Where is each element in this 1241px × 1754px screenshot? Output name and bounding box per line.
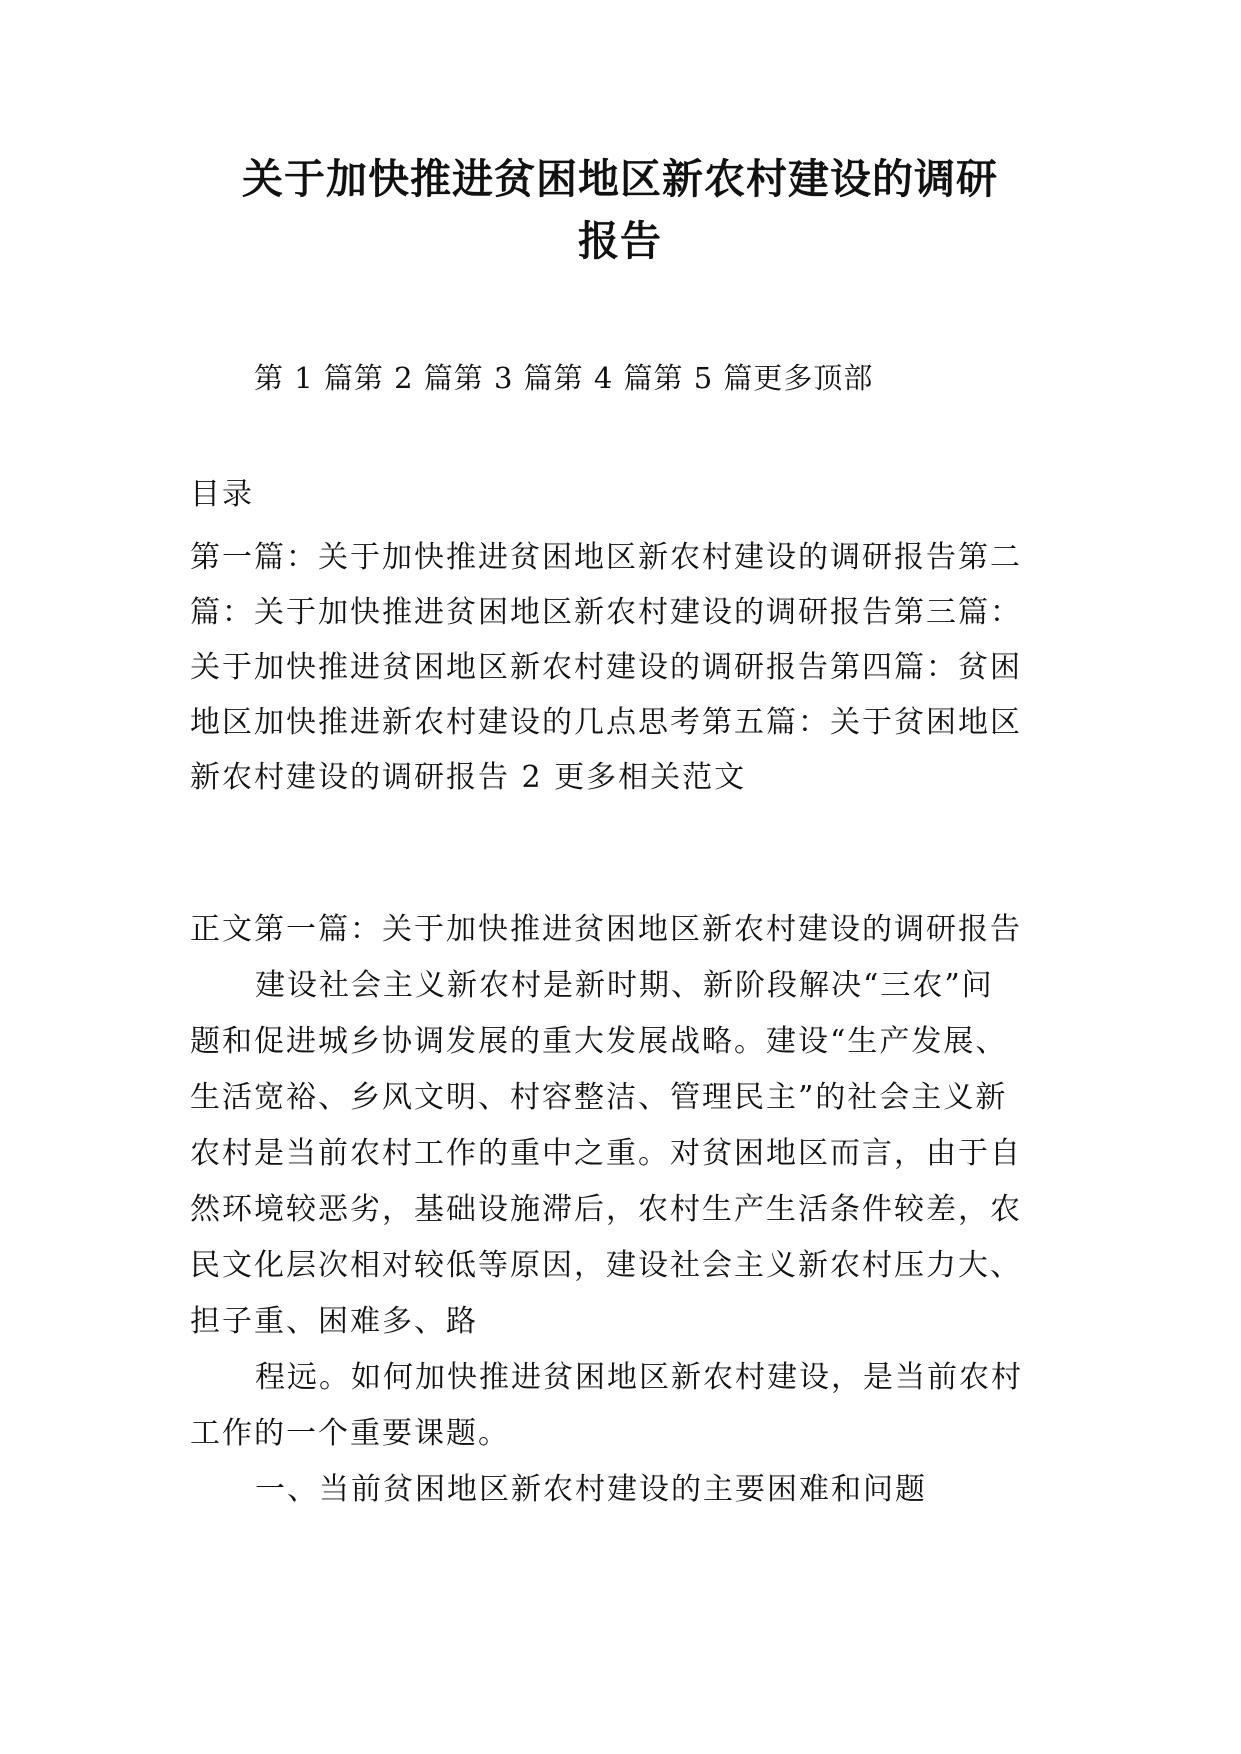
document-title — [180, 148, 1060, 272]
paragraph-line: 题和促进城乡协调发展的重大发展战略。建设“生产发展、 — [190, 1024, 1008, 1059]
paragraph-line: 生活宽裕、乡风文明、村容整洁、管理民主”的社会主义新 — [190, 1080, 1008, 1115]
toc-heading: 目录 — [190, 477, 254, 512]
title-line-2: 报告 — [578, 217, 662, 265]
paragraph-line: 工作的一个重要课题。 — [190, 1416, 510, 1451]
chapter-navigation[interactable]: 第 1 篇第 2 篇第 3 篇第 4 篇第 5 篇更多顶部 — [254, 361, 874, 395]
paragraph-line: 担子重、困难多、路 — [190, 1304, 478, 1339]
toc-line: 地区加快推进新农村建设的几点思考第五篇：关于贫困地区 — [190, 705, 1022, 740]
body-text — [190, 902, 1070, 1518]
subsection-heading: 一、当前贫困地区新农村建设的主要困难和问题 — [255, 1472, 927, 1507]
toc-line: 第一篇：关于加快推进贫困地区新农村建设的调研报告第二 — [190, 540, 1022, 575]
toc-line: 篇：关于加快推进贫困地区新农村建设的调研报告第三篇： — [190, 595, 1022, 630]
paragraph-line: 民文化层次相对较低等原因，建设社会主义新农村压力大、 — [190, 1248, 1022, 1283]
paragraph-line: 程远。如何加快推进贫困地区新农村建设，是当前农村 — [255, 1360, 1023, 1395]
title-line-1: 关于加快推进贫困地区新农村建设的调研 — [242, 155, 998, 203]
paragraph-line: 然环境较恶劣，基础设施滞后，农村生产生活条件较差，农 — [190, 1192, 1022, 1227]
toc-list — [190, 530, 1070, 805]
section-heading: 正文第一篇：关于加快推进贫困地区新农村建设的调研报告 — [190, 912, 1022, 947]
paragraph-line: 农村是当前农村工作的重中之重。对贫困地区而言，由于自 — [190, 1136, 1022, 1171]
toc-line: 关于加快推进贫困地区新农村建设的调研报告第四篇：贫困 — [190, 650, 1022, 685]
paragraph-line: 建设社会主义新农村是新时期、新阶段解决“三农”问 — [255, 968, 994, 1003]
toc-line: 新农村建设的调研报告 2 更多相关范文 — [190, 760, 747, 795]
